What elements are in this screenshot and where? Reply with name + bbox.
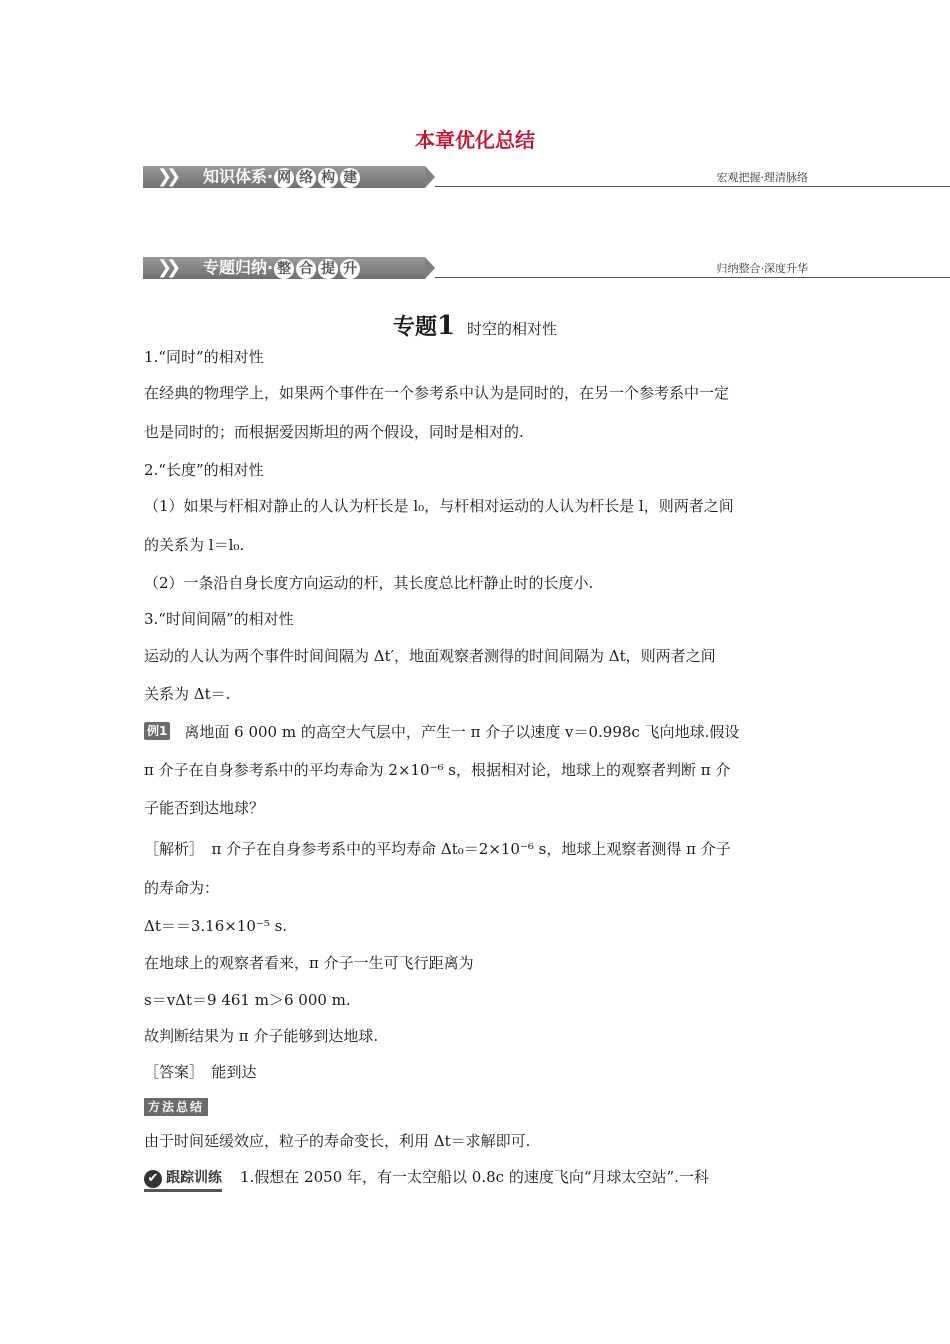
example-line: π 介子在自身参考系中的平均寿命为 2×10⁻⁶ s，根据相对论，地球上的观察者判断 π 介 [144, 761, 731, 779]
chevron-right-icon: ❯❯ [157, 166, 176, 187]
banner-subtitle: 归纳整合·深度升华 [716, 262, 808, 275]
analysis-line: s＝vΔt＝9 461 m＞6 000 m. [144, 991, 351, 1009]
tracking-tag: ✔ 跟踪训练 [144, 1167, 222, 1192]
method-summary-tag: 方法总结 [144, 1097, 208, 1116]
paragraph-line: （1）如果与杆相对静止的人认为杆长是 l₀，与杆相对运动的人认为杆长是 l，则两者之间 [144, 497, 734, 515]
section-banner-topics [143, 257, 843, 283]
paragraph-line: （2）一条沿自身长度方向运动的杆，其长度总比杆静止时的长度小. [144, 574, 594, 592]
analysis-line: 在地球上的观察者看来，π 介子一生可飞行距离为 [144, 954, 474, 972]
example-tag: 例1 [144, 722, 170, 740]
paragraph-line: 也是同时的；而根据爱因斯坦的两个假设，同时是相对的. [144, 423, 524, 441]
check-icon: ✔ [144, 1170, 162, 1188]
banner-label: 专题归纳· 整 合 提 升 [203, 257, 361, 279]
analysis-line: Δt＝＝3.16×10⁻⁵ s. [144, 917, 288, 935]
paragraph-line: 3.“时间间隔”的相对性 [144, 610, 294, 628]
banner-rule [435, 277, 950, 278]
paragraph-line: 运动的人认为两个事件时间间隔为 Δt′，地面观察者测得的时间间隔为 Δt，则两者之间 [144, 647, 716, 665]
paragraph-line: 的关系为 l＝l₀. [144, 536, 245, 554]
analysis-line: 的寿命为： [144, 879, 220, 897]
tracking-exercise: ✔ 跟踪训练 1.假想在 2050 年，有一太空船以 0.8c 的速度飞向“月球太空站”.一科 [144, 1166, 709, 1192]
analysis-line: ［解析］ π 介子在自身参考系中的平均寿命 Δt₀＝2×10⁻⁶ s，地球上观察者测得 π 介子 [144, 840, 731, 858]
section-banner-knowledge [143, 166, 843, 192]
answer-line: ［答案］ 能到达 [144, 1063, 257, 1081]
banner-rule [435, 186, 950, 187]
paragraph-line: 2.“长度”的相对性 [144, 461, 264, 479]
banner-subtitle: 宏观把握·理清脉络 [716, 171, 808, 184]
method-summary-text: 由于时间延缓效应，粒子的寿命变长，利用 Δt＝求解即可. [144, 1132, 531, 1150]
example-line: 子能否到达地球？ [144, 799, 265, 817]
example-line: 例1 离地面 6 000 m 的高空大气层中，产生一 π 介子以速度 v＝0.998c 飞向地球.假设 [144, 721, 739, 742]
page-title: 本章优化总结 [415, 128, 535, 152]
topic-heading: 专题1 时空的相对性 [392, 311, 558, 341]
paragraph-line: 关系为 Δt＝. [144, 685, 231, 703]
paragraph-line: 在经典的物理学上，如果两个事件在一个参考系中认为是同时的，在另一个参考系中一定 [144, 384, 730, 402]
banner-label: 知识体系· 网 络 构 建 [203, 166, 361, 188]
paragraph-line: 1.“同时”的相对性 [144, 348, 264, 366]
analysis-line: 故判断结果为 π 介子能够到达地球. [144, 1027, 379, 1045]
chevron-right-icon: ❯❯ [157, 257, 176, 278]
